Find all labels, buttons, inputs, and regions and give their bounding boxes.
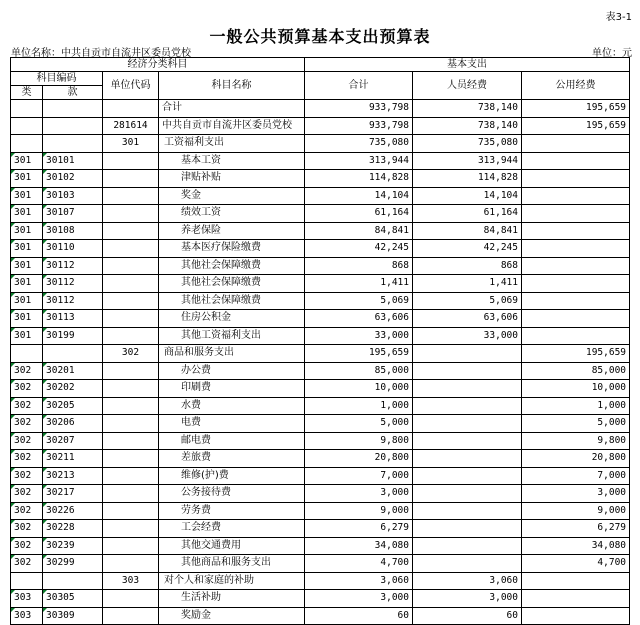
cell-kuan: 30112	[43, 257, 103, 275]
cell-lei: 302	[11, 415, 43, 433]
cell-lei: 303	[11, 607, 43, 625]
cell-total: 933,798	[305, 117, 413, 135]
cell-public: 4,700	[522, 555, 630, 573]
cell-public: 195,659	[522, 117, 630, 135]
table-row	[11, 117, 630, 135]
cell-personnel	[413, 432, 522, 450]
cell-unit-code	[103, 450, 159, 468]
table-row	[11, 607, 630, 625]
table-row	[11, 187, 630, 205]
cell-personnel	[413, 415, 522, 433]
cell-public	[522, 170, 630, 188]
cell-public: 9,800	[522, 432, 630, 450]
cell-lei	[11, 117, 43, 135]
cell-unit-code	[103, 537, 159, 555]
cell-total: 5,069	[305, 292, 413, 310]
cell-public: 195,659	[522, 100, 630, 118]
cell-kuan	[43, 100, 103, 118]
cell-public	[522, 240, 630, 258]
cell-public	[522, 590, 630, 608]
table-row	[11, 572, 630, 590]
cell-kuan: 30110	[43, 240, 103, 258]
cell-unit-code	[103, 362, 159, 380]
cell-kuan: 30207	[43, 432, 103, 450]
page-title: 一般公共预算基本支出预算表	[209, 27, 431, 46]
cell-unit-code	[103, 275, 159, 293]
cell-subject-name: 维修(护)费	[159, 467, 305, 485]
cell-subject-name: 办公费	[159, 362, 305, 380]
cell-lei: 303	[11, 590, 43, 608]
cell-total: 14,104	[305, 187, 413, 205]
cell-public	[522, 222, 630, 240]
cell-public: 10,000	[522, 380, 630, 398]
cell-kuan: 30206	[43, 415, 103, 433]
cell-subject-name: 差旅费	[159, 450, 305, 468]
cell-kuan: 30217	[43, 485, 103, 503]
header-basic-expense: 基本支出	[305, 58, 630, 72]
cell-public	[522, 275, 630, 293]
cell-total: 33,000	[305, 327, 413, 345]
cell-unit-code	[103, 415, 159, 433]
cell-personnel: 33,000	[413, 327, 522, 345]
cell-unit-code: 281614	[103, 117, 159, 135]
table-row	[11, 152, 630, 170]
cell-personnel: 738,140	[413, 117, 522, 135]
header-category-group: 经济分类科目	[11, 58, 305, 72]
cell-personnel	[413, 502, 522, 520]
cell-personnel	[413, 555, 522, 573]
cell-kuan	[43, 135, 103, 153]
cell-kuan	[43, 572, 103, 590]
table-row	[11, 432, 630, 450]
cell-kuan: 30201	[43, 362, 103, 380]
cell-kuan: 30305	[43, 590, 103, 608]
cell-public	[522, 292, 630, 310]
cell-personnel: 1,411	[413, 275, 522, 293]
cell-total: 85,000	[305, 362, 413, 380]
cell-total: 6,279	[305, 520, 413, 538]
cell-personnel	[413, 467, 522, 485]
table-row	[11, 205, 630, 223]
unit-name-label: 单位名称：中共自贡市自流井区委员党校	[11, 48, 191, 59]
cell-public: 34,080	[522, 537, 630, 555]
cell-kuan	[43, 345, 103, 363]
cell-total: 5,000	[305, 415, 413, 433]
cell-total: 1,000	[305, 397, 413, 415]
cell-lei	[11, 345, 43, 363]
currency-unit-label: 单位：元	[592, 48, 632, 59]
table-row	[11, 467, 630, 485]
cell-subject-name: 津贴补贴	[159, 170, 305, 188]
cell-unit-code	[103, 397, 159, 415]
cell-total: 84,841	[305, 222, 413, 240]
cell-public: 85,000	[522, 362, 630, 380]
cell-unit-code	[103, 327, 159, 345]
cell-subject-name: 奖励金	[159, 607, 305, 625]
cell-subject-name: 生活补助	[159, 590, 305, 608]
cell-subject-name: 其他工资福利支出	[159, 327, 305, 345]
cell-personnel: 60	[413, 607, 522, 625]
cell-kuan: 30199	[43, 327, 103, 345]
cell-lei: 301	[11, 222, 43, 240]
cell-personnel: 868	[413, 257, 522, 275]
cell-subject-name: 水费	[159, 397, 305, 415]
cell-unit-code	[103, 152, 159, 170]
cell-kuan: 30202	[43, 380, 103, 398]
cell-lei: 302	[11, 502, 43, 520]
cell-personnel	[413, 450, 522, 468]
cell-subject-name: 住房公积金	[159, 310, 305, 328]
header-kuan: 款	[43, 86, 103, 100]
cell-lei: 302	[11, 485, 43, 503]
cell-subject-name: 印刷费	[159, 380, 305, 398]
cell-public	[522, 327, 630, 345]
table-row	[11, 590, 630, 608]
cell-total: 63,606	[305, 310, 413, 328]
cell-personnel	[413, 397, 522, 415]
cell-public	[522, 607, 630, 625]
cell-kuan: 30102	[43, 170, 103, 188]
header-personnel: 人员经费	[413, 72, 522, 100]
cell-personnel	[413, 380, 522, 398]
table-row	[11, 310, 630, 328]
table-row	[11, 537, 630, 555]
cell-lei: 301	[11, 170, 43, 188]
cell-lei: 301	[11, 310, 43, 328]
header-total: 合计	[305, 72, 413, 100]
cell-total: 7,000	[305, 467, 413, 485]
cell-lei: 302	[11, 432, 43, 450]
cell-public: 3,000	[522, 485, 630, 503]
table-row	[11, 345, 630, 363]
table-row	[11, 397, 630, 415]
cell-kuan: 30103	[43, 187, 103, 205]
cell-kuan: 30226	[43, 502, 103, 520]
cell-subject-name: 电费	[159, 415, 305, 433]
table-row	[11, 275, 630, 293]
cell-public	[522, 310, 630, 328]
header-lei: 类	[11, 86, 43, 100]
table-number: 表3-1	[605, 12, 632, 23]
cell-personnel	[413, 345, 522, 363]
cell-subject-name: 奖金	[159, 187, 305, 205]
cell-unit-code	[103, 607, 159, 625]
cell-unit-code	[103, 520, 159, 538]
header-public: 公用经费	[522, 72, 630, 100]
cell-personnel	[413, 362, 522, 380]
cell-kuan: 30239	[43, 537, 103, 555]
cell-lei	[11, 572, 43, 590]
cell-subject-name: 对个人和家庭的补助	[159, 572, 305, 590]
cell-kuan: 30213	[43, 467, 103, 485]
cell-personnel: 3,000	[413, 590, 522, 608]
cell-public	[522, 572, 630, 590]
cell-unit-code	[103, 257, 159, 275]
cell-lei: 301	[11, 275, 43, 293]
cell-lei: 302	[11, 397, 43, 415]
cell-lei: 302	[11, 380, 43, 398]
cell-kuan: 30113	[43, 310, 103, 328]
cell-total: 313,944	[305, 152, 413, 170]
cell-lei: 301	[11, 205, 43, 223]
cell-unit-code: 301	[103, 135, 159, 153]
cell-total: 60	[305, 607, 413, 625]
cell-kuan: 30112	[43, 292, 103, 310]
cell-total: 735,080	[305, 135, 413, 153]
cell-public: 7,000	[522, 467, 630, 485]
table-row	[11, 362, 630, 380]
cell-kuan: 30211	[43, 450, 103, 468]
cell-unit-code	[103, 100, 159, 118]
cell-subject-name: 工会经费	[159, 520, 305, 538]
cell-subject-name: 商品和服务支出	[159, 345, 305, 363]
table-row	[11, 135, 630, 153]
cell-total: 3,060	[305, 572, 413, 590]
cell-total: 34,080	[305, 537, 413, 555]
cell-total: 10,000	[305, 380, 413, 398]
header-subject-code: 科目编码	[11, 72, 103, 86]
cell-total: 61,164	[305, 205, 413, 223]
cell-lei: 302	[11, 362, 43, 380]
table-row	[11, 520, 630, 538]
cell-unit-code	[103, 380, 159, 398]
cell-personnel	[413, 537, 522, 555]
cell-subject-name: 养老保险	[159, 222, 305, 240]
cell-personnel: 738,140	[413, 100, 522, 118]
cell-total: 933,798	[305, 100, 413, 118]
cell-unit-code	[103, 292, 159, 310]
cell-total: 3,000	[305, 485, 413, 503]
cell-personnel	[413, 520, 522, 538]
cell-subject-name: 基本工资	[159, 152, 305, 170]
cell-unit-code	[103, 310, 159, 328]
cell-unit-code: 303	[103, 572, 159, 590]
cell-lei: 301	[11, 187, 43, 205]
cell-lei: 302	[11, 520, 43, 538]
table-row	[11, 292, 630, 310]
cell-public	[522, 152, 630, 170]
cell-public: 1,000	[522, 397, 630, 415]
table-body	[11, 100, 630, 625]
table-row	[11, 450, 630, 468]
budget-table	[10, 57, 630, 625]
cell-total: 9,800	[305, 432, 413, 450]
cell-total: 868	[305, 257, 413, 275]
cell-subject-name: 基本医疗保险缴费	[159, 240, 305, 258]
cell-lei: 301	[11, 327, 43, 345]
cell-unit-code	[103, 590, 159, 608]
cell-kuan: 30309	[43, 607, 103, 625]
cell-public: 6,279	[522, 520, 630, 538]
cell-public: 195,659	[522, 345, 630, 363]
cell-kuan: 30108	[43, 222, 103, 240]
table-row	[11, 380, 630, 398]
cell-lei: 301	[11, 257, 43, 275]
cell-personnel: 42,245	[413, 240, 522, 258]
cell-lei: 301	[11, 240, 43, 258]
table-row	[11, 257, 630, 275]
header-unit-code: 单位代码	[103, 72, 159, 100]
table-row	[11, 222, 630, 240]
table-row	[11, 170, 630, 188]
cell-lei	[11, 135, 43, 153]
cell-total: 20,800	[305, 450, 413, 468]
cell-unit-code	[103, 205, 159, 223]
cell-personnel	[413, 485, 522, 503]
cell-total: 1,411	[305, 275, 413, 293]
cell-lei	[11, 100, 43, 118]
cell-unit-code	[103, 502, 159, 520]
table-row	[11, 327, 630, 345]
table-row	[11, 502, 630, 520]
cell-unit-code	[103, 432, 159, 450]
cell-total: 9,000	[305, 502, 413, 520]
cell-unit-code	[103, 170, 159, 188]
cell-public	[522, 257, 630, 275]
cell-subject-name: 公务接待费	[159, 485, 305, 503]
cell-kuan: 30228	[43, 520, 103, 538]
cell-total: 3,000	[305, 590, 413, 608]
cell-unit-code	[103, 467, 159, 485]
table-row	[11, 555, 630, 573]
cell-unit-code: 302	[103, 345, 159, 363]
cell-subject-name: 劳务费	[159, 502, 305, 520]
cell-unit-code	[103, 240, 159, 258]
cell-personnel: 114,828	[413, 170, 522, 188]
cell-personnel: 735,080	[413, 135, 522, 153]
cell-personnel: 61,164	[413, 205, 522, 223]
cell-subject-name: 合计	[159, 100, 305, 118]
cell-kuan: 30112	[43, 275, 103, 293]
table-row	[11, 415, 630, 433]
cell-lei: 302	[11, 467, 43, 485]
cell-subject-name: 邮电费	[159, 432, 305, 450]
cell-unit-code	[103, 555, 159, 573]
cell-kuan: 30107	[43, 205, 103, 223]
cell-personnel: 5,069	[413, 292, 522, 310]
cell-total: 4,700	[305, 555, 413, 573]
cell-lei: 302	[11, 555, 43, 573]
cell-unit-code	[103, 222, 159, 240]
cell-personnel: 84,841	[413, 222, 522, 240]
cell-unit-code	[103, 485, 159, 503]
table-row	[11, 485, 630, 503]
cell-total: 114,828	[305, 170, 413, 188]
cell-subject-name: 其他交通费用	[159, 537, 305, 555]
cell-personnel: 14,104	[413, 187, 522, 205]
cell-lei: 302	[11, 537, 43, 555]
cell-kuan: 30101	[43, 152, 103, 170]
cell-subject-name: 其他社会保障缴费	[159, 275, 305, 293]
cell-public: 9,000	[522, 502, 630, 520]
cell-lei: 301	[11, 152, 43, 170]
header-subject-name: 科目名称	[159, 72, 305, 100]
cell-public: 20,800	[522, 450, 630, 468]
cell-kuan: 30299	[43, 555, 103, 573]
cell-total: 42,245	[305, 240, 413, 258]
cell-total: 195,659	[305, 345, 413, 363]
cell-subject-name: 中共自贡市自流井区委员党校	[159, 117, 305, 135]
cell-public: 5,000	[522, 415, 630, 433]
cell-personnel: 3,060	[413, 572, 522, 590]
cell-public	[522, 205, 630, 223]
table-row	[11, 240, 630, 258]
cell-unit-code	[103, 187, 159, 205]
cell-personnel: 313,944	[413, 152, 522, 170]
cell-public	[522, 187, 630, 205]
cell-lei: 302	[11, 450, 43, 468]
cell-lei: 301	[11, 292, 43, 310]
cell-subject-name: 其他社会保障缴费	[159, 257, 305, 275]
cell-public	[522, 135, 630, 153]
cell-kuan: 30205	[43, 397, 103, 415]
cell-subject-name: 其他商品和服务支出	[159, 555, 305, 573]
table-row	[11, 100, 630, 118]
cell-personnel: 63,606	[413, 310, 522, 328]
cell-subject-name: 其他社会保障缴费	[159, 292, 305, 310]
cell-subject-name: 绩效工资	[159, 205, 305, 223]
cell-kuan	[43, 117, 103, 135]
cell-subject-name: 工资福利支出	[159, 135, 305, 153]
